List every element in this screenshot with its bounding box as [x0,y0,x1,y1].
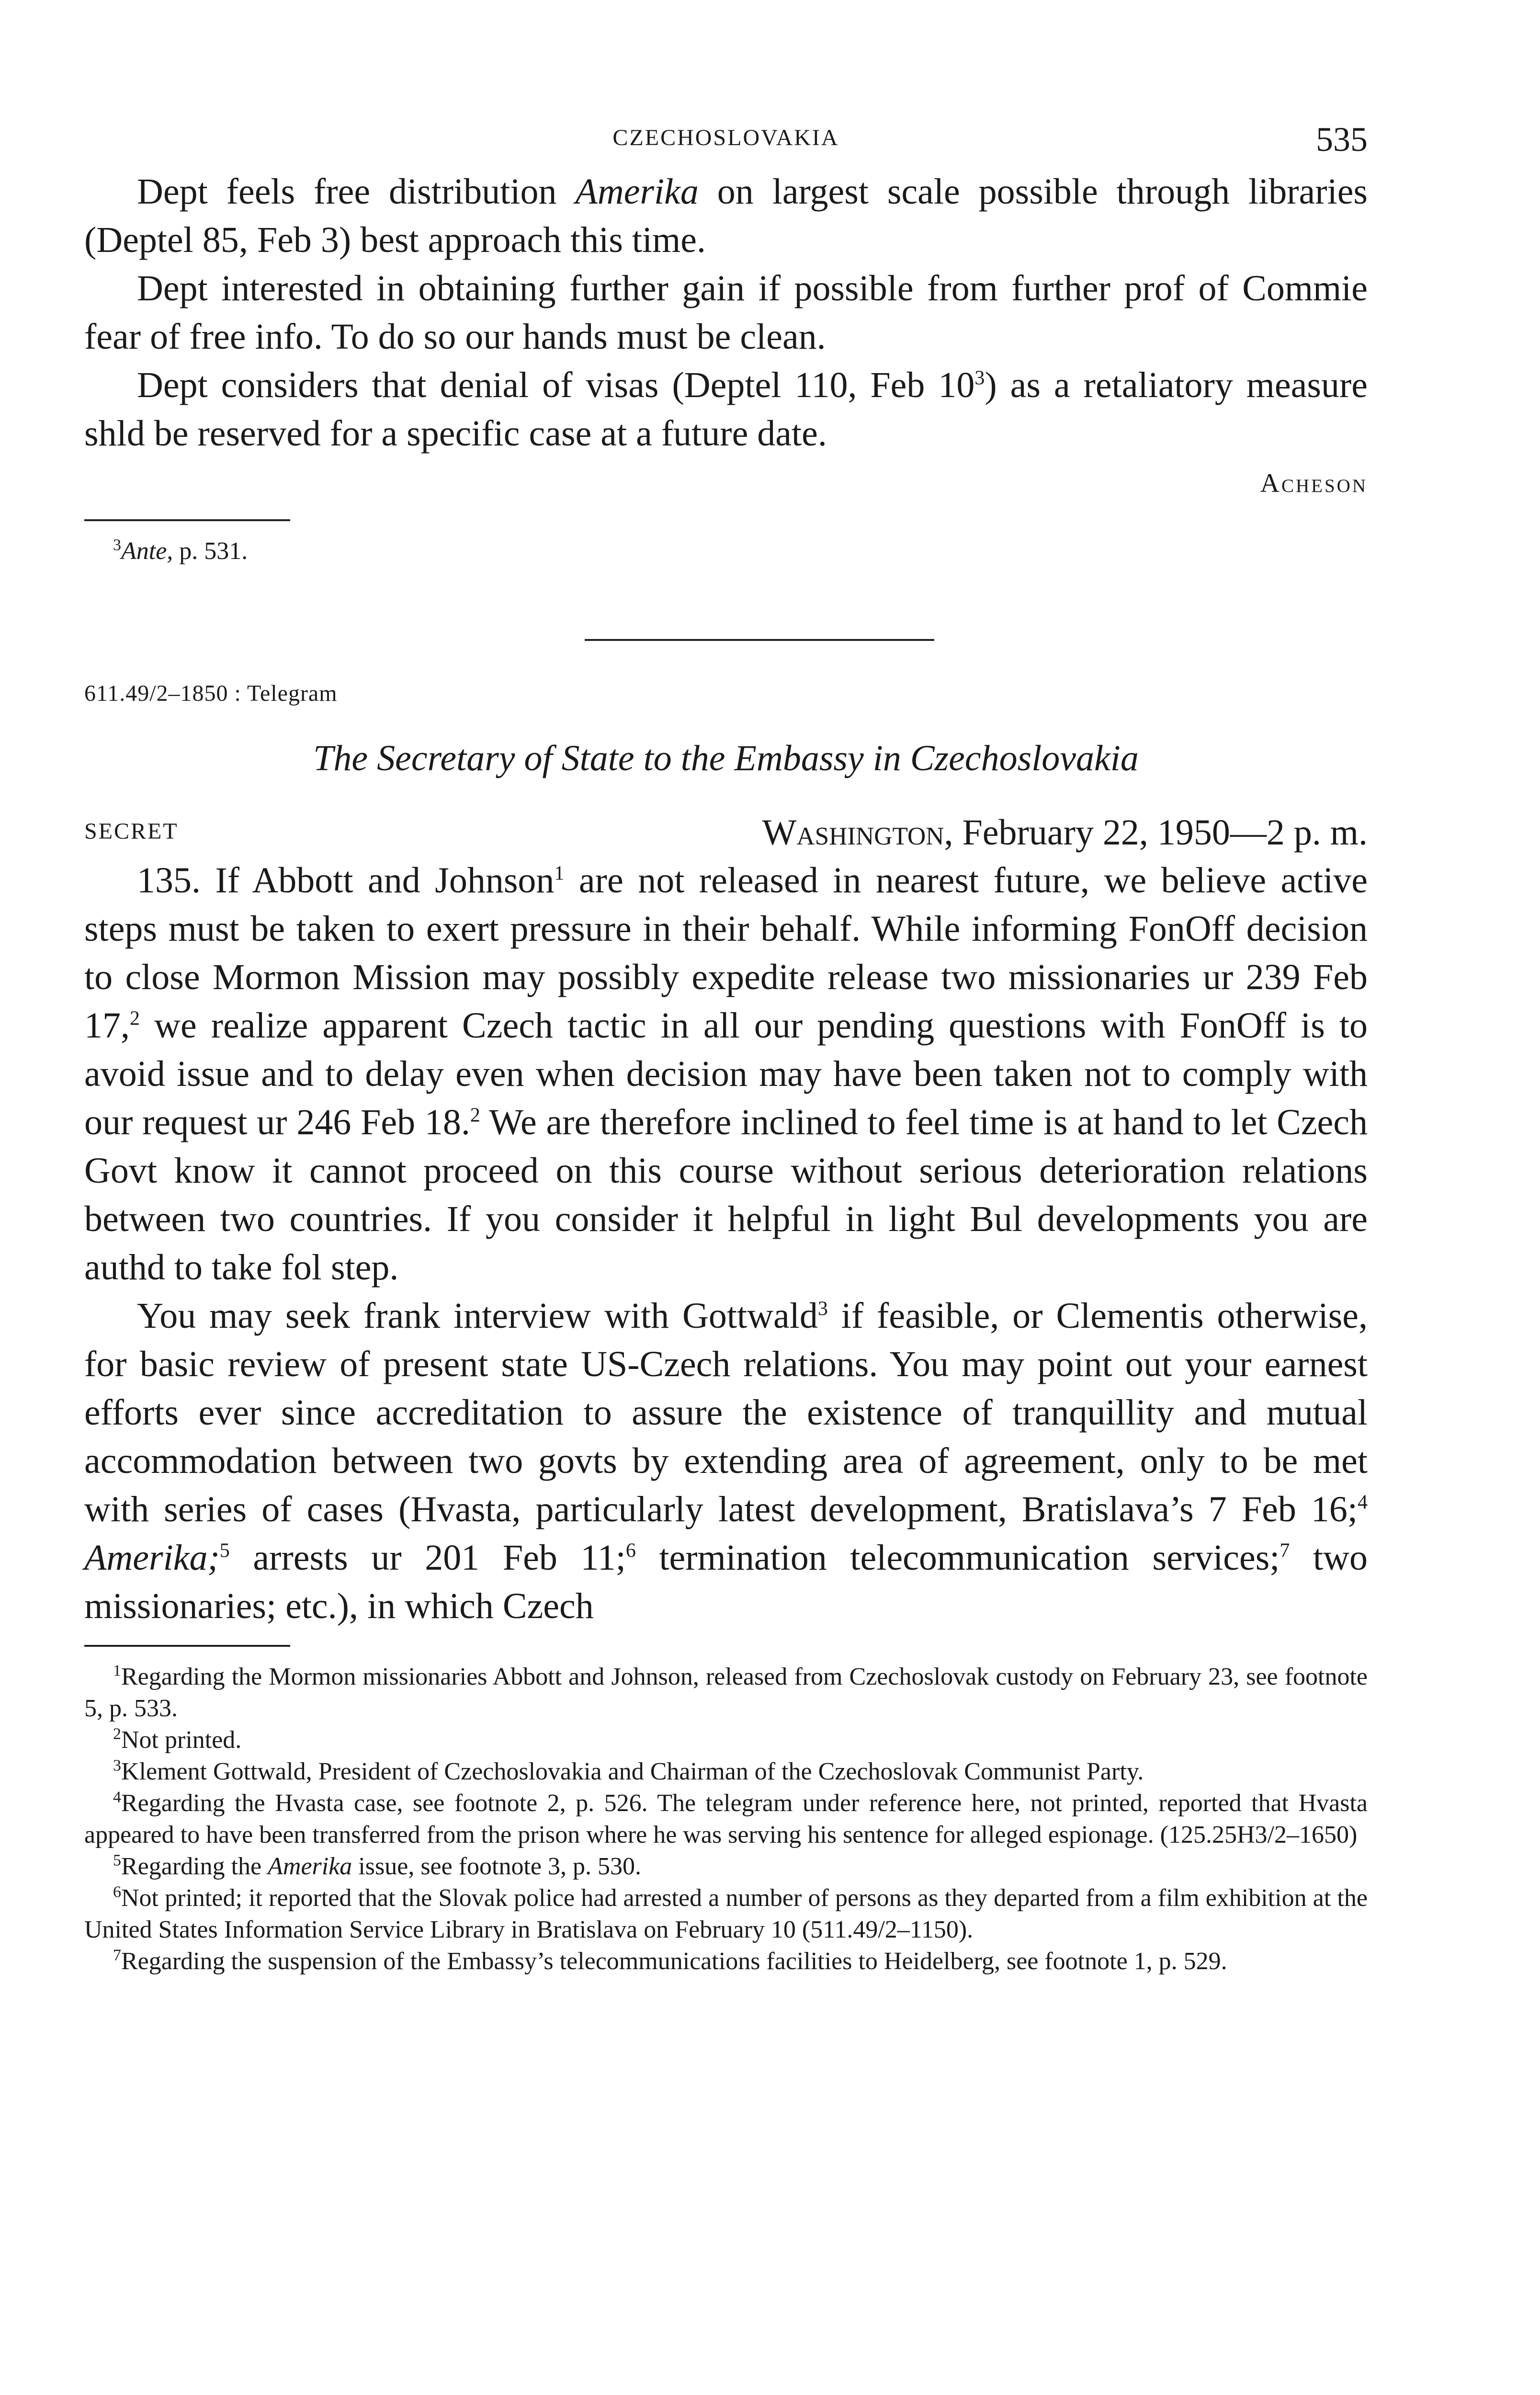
running-title: CZECHOSLOVAKIA [612,125,839,150]
footnote-3: $^3$Klement Gottwald, President of Czechoslovakia and Chairman of the Czechoslovak Communist Party. [113,1756,1144,1785]
footnote-ref: 2 [130,1007,140,1030]
footnote-divider [84,519,290,521]
paragraph-135: 135. If Abbott and Johnson$^1$ are not released in nearest future, we believe active steps must be taken to exert pressure in their behalf. While informing FonOff decision to close Mormon Mission may possibly expedite release two missionaries ur 239 Feb 17,$^2$ we realize apparent Czech tactic in all our pending questions with FonOff is to avoid issue and to delay even when decision may have been taken not to comply with our request ur 246 Feb 18.$^2$ We are therefore inclined to feel time is at hand to let Czech Govt know it cannot proceed on this course without serious deterioration relations between two countries. If you consider it helpful in light Bul developments you are authd to take fol step. [84,860,1368,1288]
footnote-ref: 3 [974,367,985,389]
footnote-ref: 4 [1358,1491,1368,1514]
footnote-ref: 3 [817,1298,828,1320]
place-date: Washington, February 22, 1950—2 p. m. [762,812,1368,853]
footnote-divider [84,1645,290,1647]
signature: Acheson [1260,468,1368,498]
page-number: 535 [1316,120,1368,159]
file-reference: 611.49/2–1850 : Telegram [84,681,338,706]
footnote-5: $^5$Regarding the Amerika issue, see footnote 3, p. 530. [113,1851,641,1880]
footnote-ref: 2 [470,1104,480,1127]
paragraph-gottwald: You may seek frank interview with Gottwald$^3$ if feasible, or Clementis otherwise, for basic review of present state US-Czech relations. You may point out your earnest efforts ever since accreditation to assure the existence of tranquillity and mutual accommodation between two govts by extending area of agreement, only to be met with series of cases (Hvasta, particularly latest development, Bratislava’s 7 Feb 16;$^4$ Amerika;$^5$ arrests ur 201 Feb 11;$^6$ termination telecommunication services;$^7$ two missionaries; etc.), in which Czech [84,1296,1368,1626]
document-title: The Secretary of State to the Embassy in Czechoslovakia [313,738,1139,778]
footnote-ref: 7 [1280,1540,1290,1562]
footnote-1: $^1$Regarding the Mormon missionaries Abbott and Johnson, released from Czechoslovak custody on February 23, see footnote 5, p. 533. [84,1662,1368,1722]
dateline [84,809,1368,856]
footnote-ref: 6 [625,1540,636,1562]
paragraph-visas: Dept considers that denial of visas (Deptel 110, Feb $10^3$) as a retaliatory measure shld be reserved for a specific case at a future date. [84,365,1368,454]
paragraph-distribution: Dept feels free distribution Amerika on largest scale possible through libraries (Deptel 85, Feb 3) best approach this time. [84,171,1368,260]
footnotes [84,1661,1368,1977]
footnote-ref: 5 [219,1540,230,1562]
footnote-6: $^6$Not printed; it reported that the Slovak police had arrested a number of persons as they departed from a film exhibition at the United States Information Service Library in Bratislava on February 10 (511.49/2–1150). [84,1883,1368,1943]
footnote-4: $^4$Regarding the Hvasta case, see footnote 2, p. 526. The telegram under reference here, not printed, reported that Hvasta appeared to have been transferred from the prison where he was serving his sentence for alleged espionage. (125.25H3/2–1650) [84,1788,1368,1848]
classification-label: SECRET [84,819,179,844]
footnote-7: $^7$Regarding the suspension of the Embassy’s telecommunications facilities to Heidelberg, see footnote 1, p. 529. [113,1946,1227,1975]
footnote-ref: 1 [554,862,565,885]
section-divider [585,639,934,641]
footnote-3-prev: $^3$Ante, p. 531. [113,536,248,565]
paragraph-free-info: Dept interested in obtaining further gain if possible from further prof of Commie fear of free info. To do so our hands must be clean. [84,268,1368,357]
footnote-2: $^2$Not printed. [113,1725,242,1754]
running-header [84,115,1368,168]
document-page [84,115,1368,1977]
